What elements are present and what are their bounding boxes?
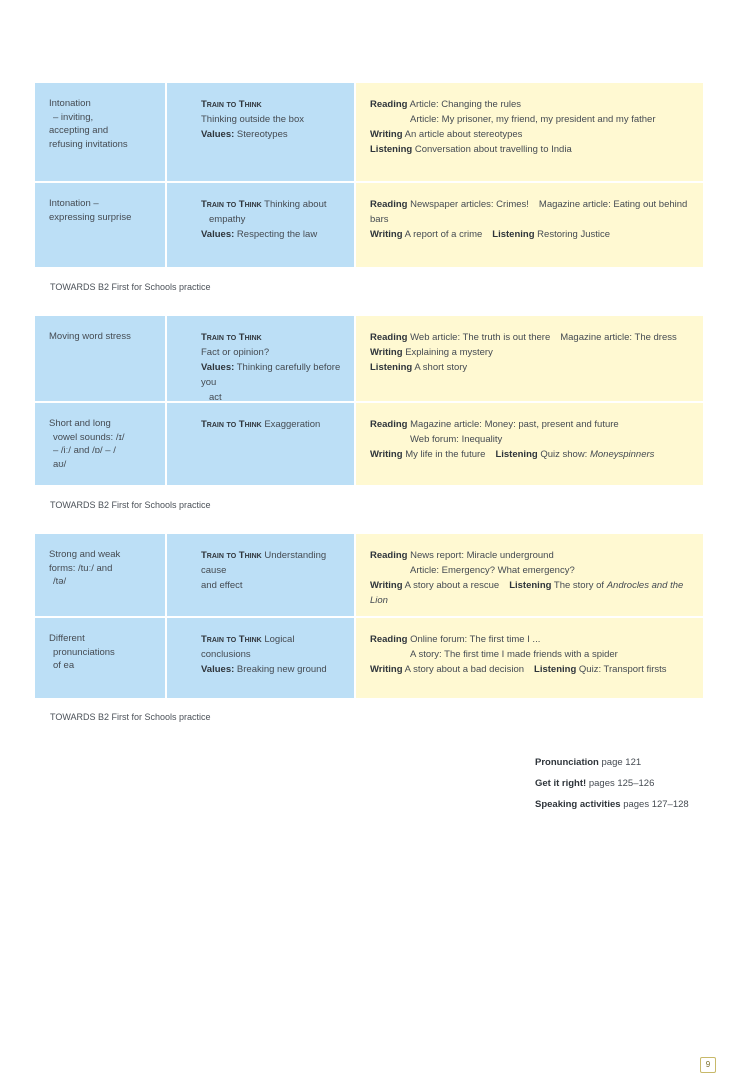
pron-line: Different xyxy=(49,633,85,644)
writing-text: A story about a rescue xyxy=(404,580,500,591)
listening-text: Quiz show: xyxy=(540,449,590,460)
reading-text: Web forum: Inequality xyxy=(410,434,503,445)
writing-label: Writing xyxy=(370,229,403,240)
towards-practice-label: TOWARDS B2 First for Schools practice xyxy=(50,282,211,292)
pron-line: /tə/ xyxy=(53,576,67,587)
reference-pages: pages 127–128 xyxy=(623,799,689,810)
listening-text: Restoring Justice xyxy=(537,229,611,240)
values-text: act xyxy=(209,392,222,403)
reading-text: Article: Emergency? What emergency? xyxy=(410,565,575,576)
page-number: 9 xyxy=(700,1057,716,1073)
pron-line: Short and long xyxy=(49,418,111,429)
writing-label: Writing xyxy=(370,129,403,140)
towards-practice-label: TOWARDS B2 First for Schools practice xyxy=(50,500,211,510)
pron-line: forms: /tuː/ and xyxy=(49,562,113,574)
listening-text: Conversation about travelling to India xyxy=(414,144,572,155)
skills-cell xyxy=(356,316,703,401)
pron-line: – inviting, xyxy=(53,111,94,123)
values-label: Values: xyxy=(201,229,235,240)
reading-label: Reading xyxy=(370,199,408,210)
table-row xyxy=(35,534,703,616)
pronunciation-cell xyxy=(35,618,165,698)
values-text: Stereotypes xyxy=(236,129,288,140)
think-text: empathy xyxy=(209,214,246,225)
towards-practice-label: TOWARDS B2 First for Schools practice xyxy=(50,712,211,722)
pronunciation-cell xyxy=(35,316,165,401)
table-row xyxy=(35,316,703,401)
reference-pages: pages 125–126 xyxy=(588,778,655,789)
listening-title: Moneyspinners xyxy=(589,449,655,460)
table-row xyxy=(35,403,703,485)
skills-cell xyxy=(356,183,703,267)
unit-table-3 xyxy=(35,534,703,698)
table-row xyxy=(35,618,703,698)
pronunciation-cell xyxy=(35,83,165,181)
reference-list xyxy=(535,752,689,815)
listening-label: Listening xyxy=(370,362,413,373)
skills-cell xyxy=(356,83,703,181)
reading-text: Magazine article: The dress xyxy=(560,332,677,343)
train-to-think-label: Train to Think xyxy=(201,419,262,430)
values-text: Respecting the law xyxy=(236,229,318,240)
train-to-think-label: Train to Think xyxy=(201,199,262,210)
listening-text: A short story xyxy=(414,362,468,373)
reference-item xyxy=(535,752,689,773)
pron-line: of ea xyxy=(53,660,75,671)
think-text: Thinking about xyxy=(264,199,327,210)
train-to-think-label: Train to Think xyxy=(201,99,262,110)
pron-line: aʊ/ xyxy=(53,458,67,470)
think-text: Exaggeration xyxy=(264,419,321,430)
train-to-think-label: Train to Think xyxy=(201,332,262,343)
reading-label: Reading xyxy=(370,634,408,645)
skills-cell xyxy=(356,403,703,485)
writing-text: Explaining a mystery xyxy=(405,347,493,358)
listening-title: Lion xyxy=(370,595,388,606)
writing-label: Writing xyxy=(370,347,403,358)
think-text: Thinking outside the box xyxy=(201,114,304,125)
values-text: Breaking new ground xyxy=(236,664,327,675)
listening-title: Androcles and the xyxy=(606,580,684,591)
thinking-cell xyxy=(167,83,354,181)
values-text: Thinking carefully before you xyxy=(201,362,341,388)
pronunciation-cell xyxy=(35,403,165,485)
thinking-cell xyxy=(167,183,354,267)
listening-label: Listening xyxy=(492,229,535,240)
think-text: Logical conclusions xyxy=(201,634,295,660)
reading-label: Reading xyxy=(370,332,408,343)
pron-line: pronunciations xyxy=(53,646,115,658)
skills-cell xyxy=(356,534,703,616)
reading-text: Online forum: The first time I ... xyxy=(410,634,541,645)
pron-line: expressing surprise xyxy=(49,211,132,223)
listening-label: Listening xyxy=(509,580,552,591)
listening-label: Listening xyxy=(370,144,413,155)
reading-text: Article: Changing the rules xyxy=(409,99,522,110)
pronunciation-cell xyxy=(35,534,165,616)
writing-label: Writing xyxy=(370,449,403,460)
reference-item xyxy=(535,794,689,815)
think-text: and effect xyxy=(201,580,243,591)
reading-label: Reading xyxy=(370,550,408,561)
reference-label: Pronunciation xyxy=(535,757,599,768)
unit-table-1 xyxy=(35,83,703,267)
writing-text: A report of a crime xyxy=(404,229,483,240)
reading-label: Reading xyxy=(370,419,408,430)
reading-label: Reading xyxy=(370,99,408,110)
table-row xyxy=(35,183,703,267)
pron-line: Intonation xyxy=(49,98,91,109)
values-label: Values: xyxy=(201,664,235,675)
listening-text: Quiz: Transport firsts xyxy=(578,664,667,675)
reading-text: Magazine article: Money: past, present and future xyxy=(410,419,619,430)
train-to-think-label: Train to Think xyxy=(201,634,262,645)
think-text: Understanding cause xyxy=(201,550,327,576)
writing-label: Writing xyxy=(370,664,403,675)
thinking-cell xyxy=(167,534,354,616)
reading-text: Magazine article: Eating out behind xyxy=(538,199,688,210)
reference-label: Speaking activities xyxy=(535,799,621,810)
reading-text: News report: Miracle underground xyxy=(410,550,554,561)
table-row xyxy=(35,83,703,181)
writing-text: A story about a bad decision xyxy=(404,664,525,675)
pron-line: refusing invitations xyxy=(49,138,128,150)
reading-text: Article: My prisoner, my friend, my president and my father xyxy=(410,114,656,125)
values-label: Values: xyxy=(201,129,235,140)
listening-label: Listening xyxy=(534,664,577,675)
unit-table-2 xyxy=(35,316,703,485)
pron-line: vowel sounds: /ɪ/ xyxy=(53,431,125,443)
pronunciation-cell xyxy=(35,183,165,267)
thinking-cell xyxy=(167,316,354,401)
think-text: Fact or opinion? xyxy=(201,347,270,358)
reference-item xyxy=(535,773,689,794)
reading-text: Newspaper articles: Crimes! xyxy=(410,199,529,210)
listening-label: Listening xyxy=(495,449,538,460)
thinking-cell xyxy=(167,618,354,698)
writing-text: An article about stereotypes xyxy=(404,129,523,140)
listening-text: The story of xyxy=(553,580,607,591)
train-to-think-label: Train to Think xyxy=(201,550,262,561)
skills-cell xyxy=(356,618,703,698)
reference-label: Get it right! xyxy=(535,778,587,789)
thinking-cell xyxy=(167,403,354,485)
pron-line: accepting and xyxy=(49,125,109,136)
reference-pages: page 121 xyxy=(601,757,642,768)
writing-text: My life in the future xyxy=(405,449,486,460)
reading-text: A story: The first time I made friends with a spider xyxy=(410,649,618,660)
pron-line: Moving word stress xyxy=(49,331,131,342)
reading-text: bars xyxy=(370,214,389,225)
values-label: Values: xyxy=(201,362,235,373)
writing-label: Writing xyxy=(370,580,403,591)
reading-text: Web article: The truth is out there xyxy=(410,332,551,343)
pron-line: Intonation – xyxy=(49,198,99,209)
pron-line: Strong and weak xyxy=(49,549,121,560)
pron-line: – /iː/ and /ɒ/ – / xyxy=(53,445,116,456)
